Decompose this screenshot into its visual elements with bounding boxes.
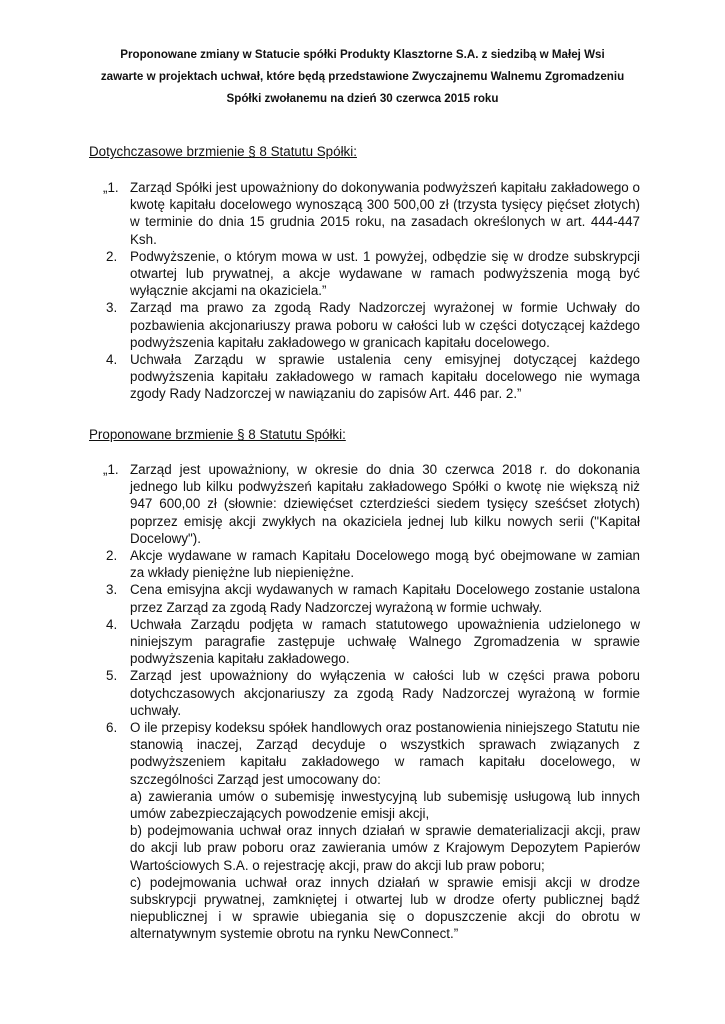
current-wording-heading: Dotychczasowe brzmienie § 8 Statutu Spółki:	[89, 144, 357, 159]
item-number: 2.	[106, 548, 118, 564]
list-item	[103, 248, 640, 300]
item-number: 5.	[106, 668, 118, 684]
list-item	[103, 299, 640, 351]
item-text: Zarząd jest upoważniony, w okresie do dnia 30 czerwca 2018 r. do dokonania jednego lub kilku podwyższeń kapitału zakładowego Spółki o kwotę nie większą niż 947 600,00 zł (słownie: dziewięćset czterdzieści siedem tysięcy sześćset złotych) poprzez emisję akcji zwykłych na okaziciela jednej lub kilku nowych serii ("Kapitał Docelowy").	[130, 462, 640, 546]
sub-item-a: a) zawierania umów o subemisję inwestycyjną lub subemisję usługową lub innych umów zabezpieczających powodzenie emisji akcji,	[130, 788, 640, 822]
item-number: 4.	[106, 352, 118, 368]
sub-item-c: c) podejmowania uchwał oraz innych działań w sprawie emisji akcji w drodze subskrypcji prywatnej, zamkniętej i otwartej lub w drodze oferty publicznej bądź niepublicznej i w sprawie ubiegania się o dopuszczenie akcji do obrotu w alternatywnym systemie obrotu na rynku NewConnect.”	[130, 874, 640, 942]
item-text: Uchwała Zarządu w sprawie ustalenia ceny emisyjnej dotyczącej każdego podwyższenia kapitału zakładowego w ramach kapitału docelowego nie wymaga zgody Rady Nadzorczej w nawiązaniu do zapisów Art. 446 par. 2.”	[130, 352, 640, 402]
item-text: Akcje wydawane w ramach Kapitału Docelowego mogą być obejmowane w zamian za wkłady pieniężne lub niepieniężne.	[130, 548, 640, 581]
item-number: „1.	[103, 180, 119, 195]
list-item	[103, 351, 640, 403]
document-title-line-2: zawarte w projektach uchwał, które będą przedstawione Zwyczajnemu Walnemu Zgromadzeniu	[100, 70, 625, 83]
item-text: Zarząd ma prawo za zgodą Rady Nadzorczej wyrażonej w formie Uchwały do pozbawienia akcjonariuszy prawa poboru w całości lub w części dotyczącej każdego podwyższenia kapitału zakładowego w granicach kapitału docelowego.	[130, 300, 640, 350]
item-text: O ile przepisy kodeksu spółek handlowych oraz postanowienia niniejszego Statutu nie stanowią inaczej, Zarząd decyduje o wszystkich sprawach związanych z podwyższeniem kapitału zakładowego w ramach kapitału docelowego, w szczególności Zarząd jest umocowany do:	[130, 720, 640, 787]
proposed-wording-list	[103, 461, 640, 943]
item-number: 4.	[106, 616, 118, 632]
list-item	[103, 719, 640, 943]
document-title-line-1: Proponowane zmiany w Statucie spółki Produkty Klasztorne S.A. z siedzibą w Małej Wsi	[120, 48, 605, 61]
document-title-line-3: Spółki zwołanemu na dzień 30 czerwca 2015 roku	[226, 92, 499, 105]
item-number: 3.	[106, 300, 118, 316]
sub-item-b: b) podejmowania uchwał oraz innych działań w sprawie dematerializacji akcji, praw do akcji lub praw poboru oraz zawierania umów z Krajowym Depozytem Papierów Wartościowych S.A. o rejestrację akcji, praw do akcji lub praw poboru;	[130, 823, 640, 873]
item-number: „1.	[103, 462, 119, 477]
item-text: Cena emisyjna akcji wydawanych w ramach Kapitału Docelowego zostanie ustalona przez Zarząd za zgodą Rady Nadzorczej wyrażoną w formie uchwały.	[130, 582, 640, 615]
list-item	[103, 179, 640, 248]
list-item	[103, 547, 640, 581]
item-text: Podwyższenie, o którym mowa w ust. 1 powyżej, odbędzie się w drodze subskrypcji otwartej lub prywatnej, a akcje wydawane w ramach podwyższenia mogą być wyłącznie akcjami na okaziciela.”	[130, 248, 640, 299]
list-item	[103, 461, 640, 547]
item-text: Zarząd jest upoważniony do wyłączenia w całości lub w części prawa poboru dotychczasowych akcjonariuszy za zgodą Rady Nadzorczej wyrażoną w formie uchwały.	[130, 668, 640, 718]
proposed-wording-heading: Proponowane brzmienie § 8 Statutu Spółki:	[89, 427, 346, 442]
item-number: 6.	[106, 720, 118, 736]
item-text: Zarząd Spółki jest upoważniony do dokonywania podwyższeń kapitału zakładowego o kwotę kapitału docelowego wynoszącą 300 500,00 zł (trzysta tysięcy pięćset złotych) w terminie do dnia 15 grudnia 2015 roku, na zasadach określonych w art. 444-447 Ksh.	[130, 180, 640, 247]
current-wording-list	[103, 179, 640, 403]
list-item	[103, 581, 640, 615]
item-text: Uchwała Zarządu podjęta w ramach statutowego upoważnienia udzielonego w niniejszym paragrafie zastępuje uchwałę Walnego Zgromadzenia w sprawie podwyższenia kapitału zakładowego.	[130, 616, 640, 667]
list-item	[103, 616, 640, 668]
list-item	[103, 667, 640, 719]
item-number: 2.	[106, 248, 118, 264]
item-number: 3.	[106, 582, 118, 598]
